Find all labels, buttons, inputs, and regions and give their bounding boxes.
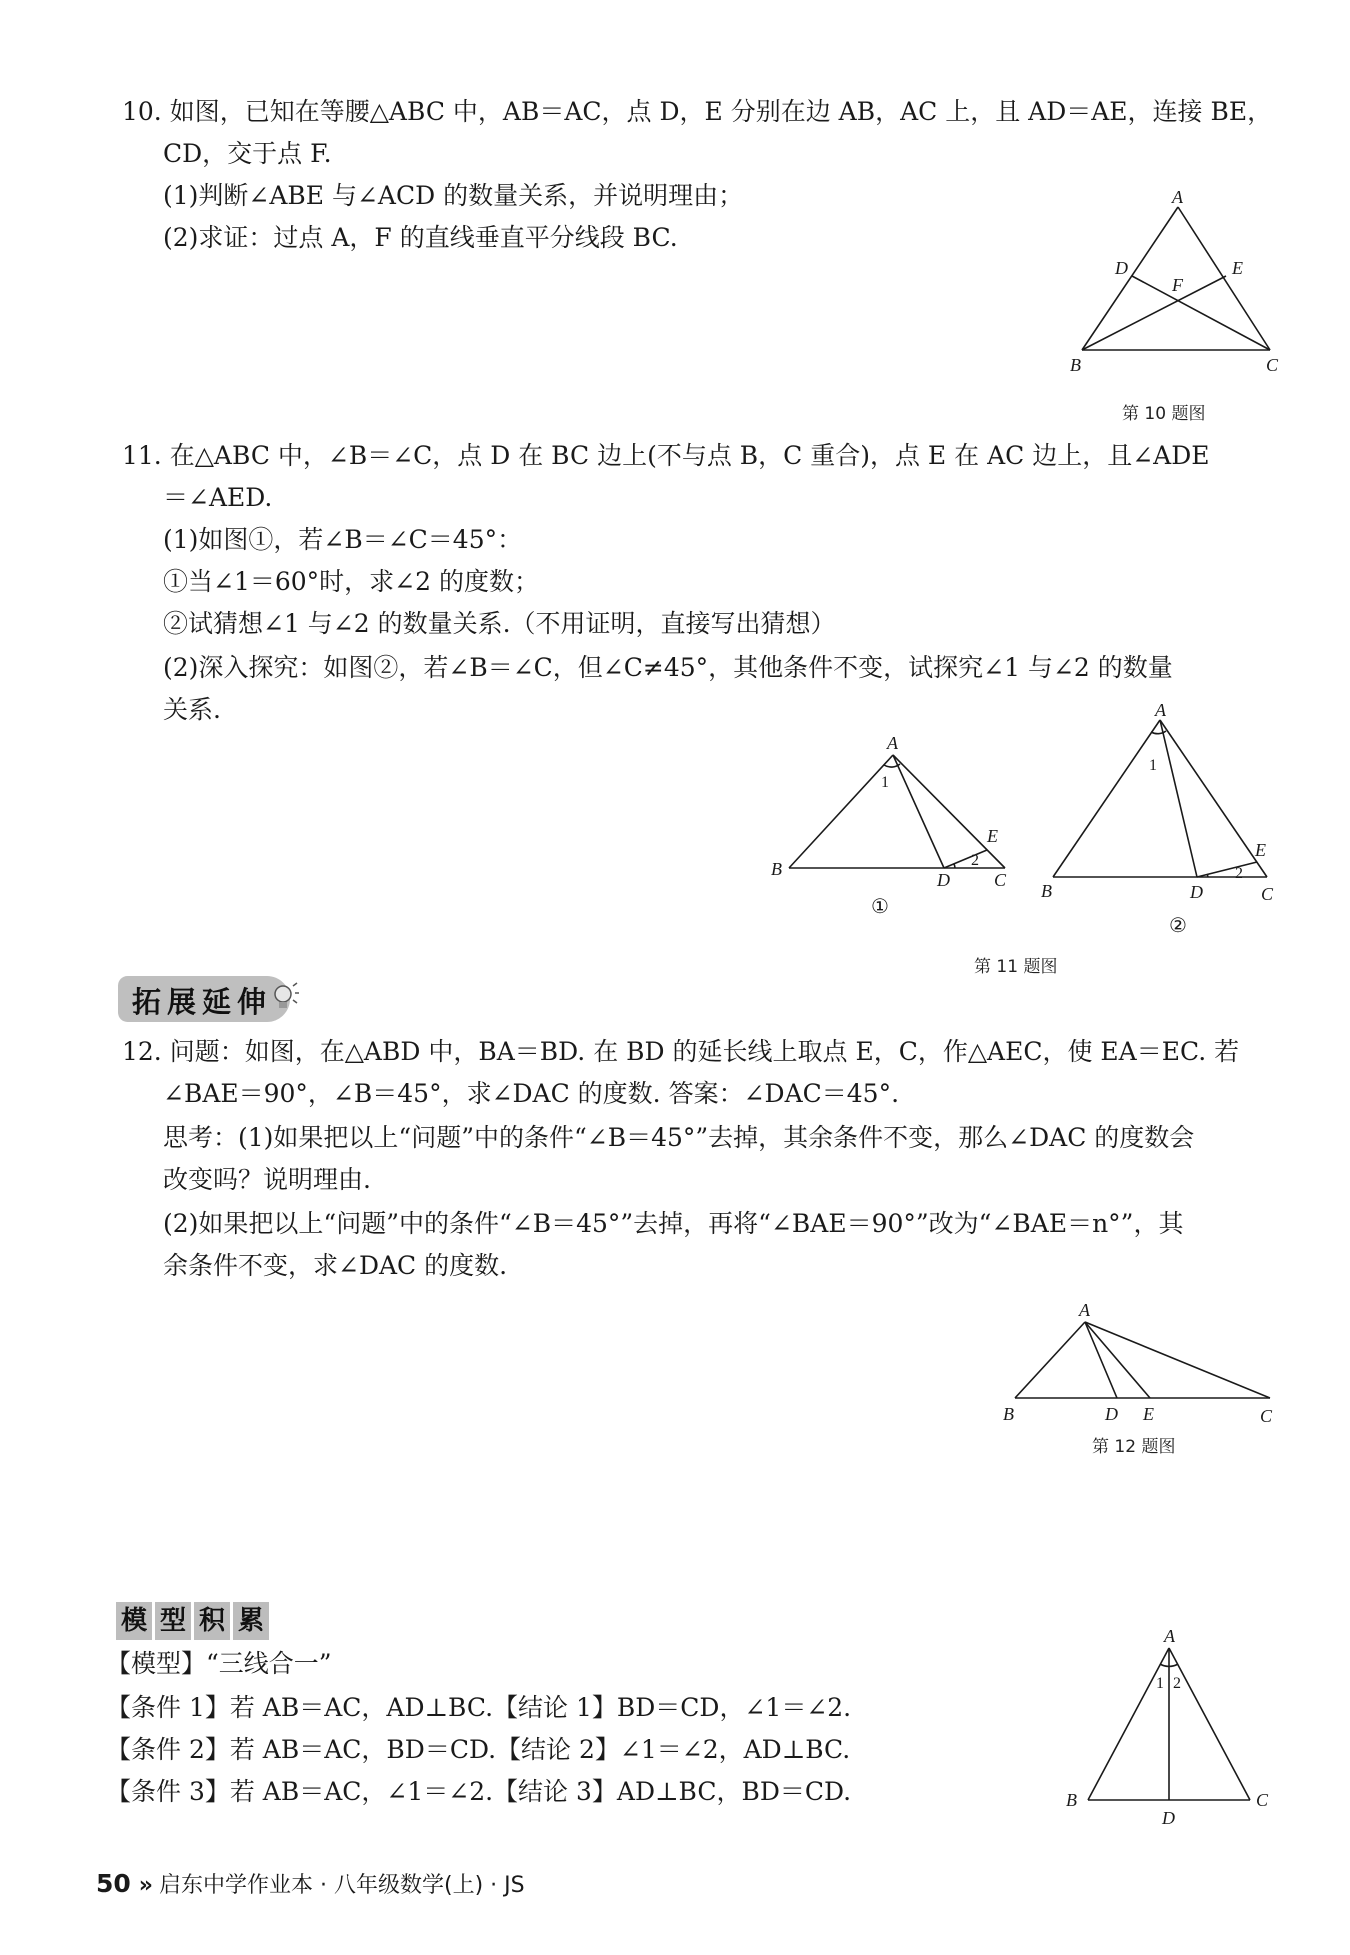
q11f2-label-c: C	[1261, 884, 1274, 904]
q11f2-label-d: D	[1190, 882, 1203, 902]
q11f1-side-ac	[893, 755, 1005, 868]
q12-line-3: 思考：(1)如果把以上“问题”中的条件“∠B＝45°”去掉，其余条件不变，那么∠DAC 的度数会	[163, 1123, 1195, 1152]
q11-line-4: ①当∠1＝60°时，求∠2 的度数；	[163, 567, 539, 596]
q11f1-marker: ①	[871, 896, 889, 918]
lightbulb-icon	[270, 980, 300, 1014]
q10-label-a: A	[1172, 187, 1183, 207]
model-line-2: 【条件 1】若 AB＝AC，AD⊥BC.【结论 1】BD＝CD，∠1＝∠2.	[106, 1693, 852, 1722]
model-side-ac	[1169, 1648, 1250, 1800]
q10-line-4: (2)求证：过点 A，F 的直线垂直平分线段 BC.	[163, 223, 678, 252]
q11f2-side-ac	[1160, 720, 1267, 877]
q11f2-angle-2: 2	[1235, 865, 1243, 882]
q11f2-label-e: E	[1255, 840, 1266, 860]
page-footer	[96, 1868, 525, 1899]
q11-line-6: (2)深入探究：如图②，若∠B＝∠C，但∠C≠45°，其他条件不变，试探究∠1 与∠2 的数量	[163, 653, 1173, 682]
q12-line-4: 改变吗？说明理由.	[163, 1165, 371, 1194]
q11f1-label-c: C	[994, 870, 1007, 890]
model-title-char-3: 积	[194, 1602, 230, 1640]
q12-side-ab	[1015, 1322, 1085, 1398]
q10-figure	[1060, 185, 1300, 380]
q11-line-7: 关系.	[163, 695, 221, 724]
q11f1-angle-2-arc	[954, 864, 955, 868]
q11-line-2: ＝∠AED.	[163, 483, 273, 512]
q12-label-d: D	[1105, 1404, 1118, 1424]
q11f2-label-a: A	[1155, 700, 1166, 720]
q11f1-label-d: D	[937, 870, 950, 890]
page-number: 50	[96, 1869, 131, 1898]
model-label-c: C	[1256, 1790, 1269, 1810]
q11-figure-1	[765, 725, 1025, 920]
q10-label-e: E	[1232, 258, 1243, 278]
q11f1-label-b: B	[771, 859, 782, 879]
q10-line-1: 10. 如图，已知在等腰△ABC 中，AB＝AC，点 D，E 分别在边 AB，AC 上，且 AD＝AE，连接 BE，	[122, 97, 1273, 126]
q10-side-ab	[1082, 207, 1178, 350]
q12-figure	[995, 1290, 1280, 1430]
q11f2-angle-2-arc	[1207, 874, 1208, 877]
model-side-ab	[1088, 1648, 1169, 1800]
q12-label-e: E	[1143, 1404, 1154, 1424]
q11-figure-2	[1035, 700, 1305, 945]
q10-line-2: CD，交于点 F.	[163, 139, 332, 168]
q11f2-angle-1-arc	[1151, 731, 1166, 734]
double-chevron-icon: »	[138, 1873, 154, 1898]
q11f1-label-e: E	[987, 826, 998, 846]
q12-line-2: ∠BAE＝90°，∠B＝45°，求∠DAC 的度数. 答案：∠DAC＝45°.	[163, 1079, 900, 1108]
q11f2-angle-1: 1	[1149, 757, 1157, 774]
q10-label-d: D	[1115, 258, 1128, 278]
q10-side-ac	[1178, 207, 1270, 350]
q11f1-label-a: A	[887, 733, 898, 753]
q10-caption: 第 10 题图	[1122, 404, 1206, 424]
q10-label-c: C	[1266, 355, 1279, 375]
q11f1-segment-ad	[893, 755, 944, 868]
q11f2-marker: ②	[1169, 915, 1187, 937]
q12-caption: 第 12 题图	[1092, 1437, 1176, 1457]
model-title-char-1: 模	[116, 1602, 152, 1640]
q11f1-angle-2: 2	[971, 852, 979, 869]
q11f1-angle-1: 1	[881, 774, 889, 791]
model-figure	[1060, 1620, 1290, 1830]
book-title: 启东中学作业本 · 八年级数学(上) · JS	[159, 1873, 525, 1898]
q11f2-segment-de	[1197, 862, 1257, 877]
model-line-3: 【条件 2】若 AB＝AC，BD＝CD.【结论 2】∠1＝∠2，AD⊥BC.	[106, 1735, 851, 1764]
model-title	[116, 1602, 269, 1640]
q11-line-5: ②试猜想∠1 与∠2 的数量关系.（不用证明，直接写出猜想）	[163, 609, 836, 638]
q11f2-label-b: B	[1041, 881, 1052, 901]
model-label-a: A	[1164, 1626, 1175, 1646]
q10-label-b: B	[1070, 355, 1081, 375]
q12-line-5: (2)如果把以上“问题”中的条件“∠B＝45°”去掉，再将“∠BAE＝90°”改为“∠BAE＝n°”，其	[163, 1209, 1184, 1238]
q12-line-1: 12. 问题：如图，在△ABD 中，BA＝BD. 在 BD 的延长线上取点 E，C，作△AEC，使 EA＝EC. 若	[122, 1037, 1240, 1066]
model-angle-1: 1	[1156, 1675, 1164, 1692]
model-label-b: B	[1066, 1790, 1077, 1810]
q11f2-segment-ad	[1160, 720, 1197, 877]
q11f1-side-ab	[789, 755, 893, 868]
model-line-4: 【条件 3】若 AB＝AC，∠1＝∠2.【结论 3】AD⊥BC，BD＝CD.	[106, 1777, 852, 1806]
q12-label-c: C	[1260, 1406, 1273, 1426]
q11-caption: 第 11 题图	[974, 957, 1058, 977]
q11-line-1: 11. 在△ABC 中，∠B＝∠C，点 D 在 BC 边上(不与点 B，C 重合)，点 E 在 AC 边上，且∠ADE	[122, 441, 1210, 470]
model-label-d: D	[1162, 1808, 1175, 1828]
q11-line-3: (1)如图①，若∠B＝∠C＝45°：	[163, 525, 523, 554]
q10-line-3: (1)判断∠ABE 与∠ACD 的数量关系，并说明理由；	[163, 181, 744, 210]
model-title-char-2: 型	[155, 1602, 191, 1640]
q12-label-a: A	[1079, 1300, 1090, 1320]
model-line-1: 【模型】“三线合一”	[106, 1649, 332, 1678]
q12-line-6: 余条件不变，求∠DAC 的度数.	[163, 1251, 508, 1280]
q12-segment-ae	[1085, 1322, 1150, 1398]
model-angle-2: 2	[1173, 1675, 1181, 1692]
section-badge-title: 拓展延伸	[132, 985, 273, 1019]
q10-label-f: F	[1172, 275, 1183, 295]
q12-label-b: B	[1003, 1404, 1014, 1424]
model-title-char-4: 累	[233, 1602, 269, 1640]
q11f1-segment-de	[944, 850, 987, 868]
q11f2-side-ab	[1053, 720, 1160, 877]
